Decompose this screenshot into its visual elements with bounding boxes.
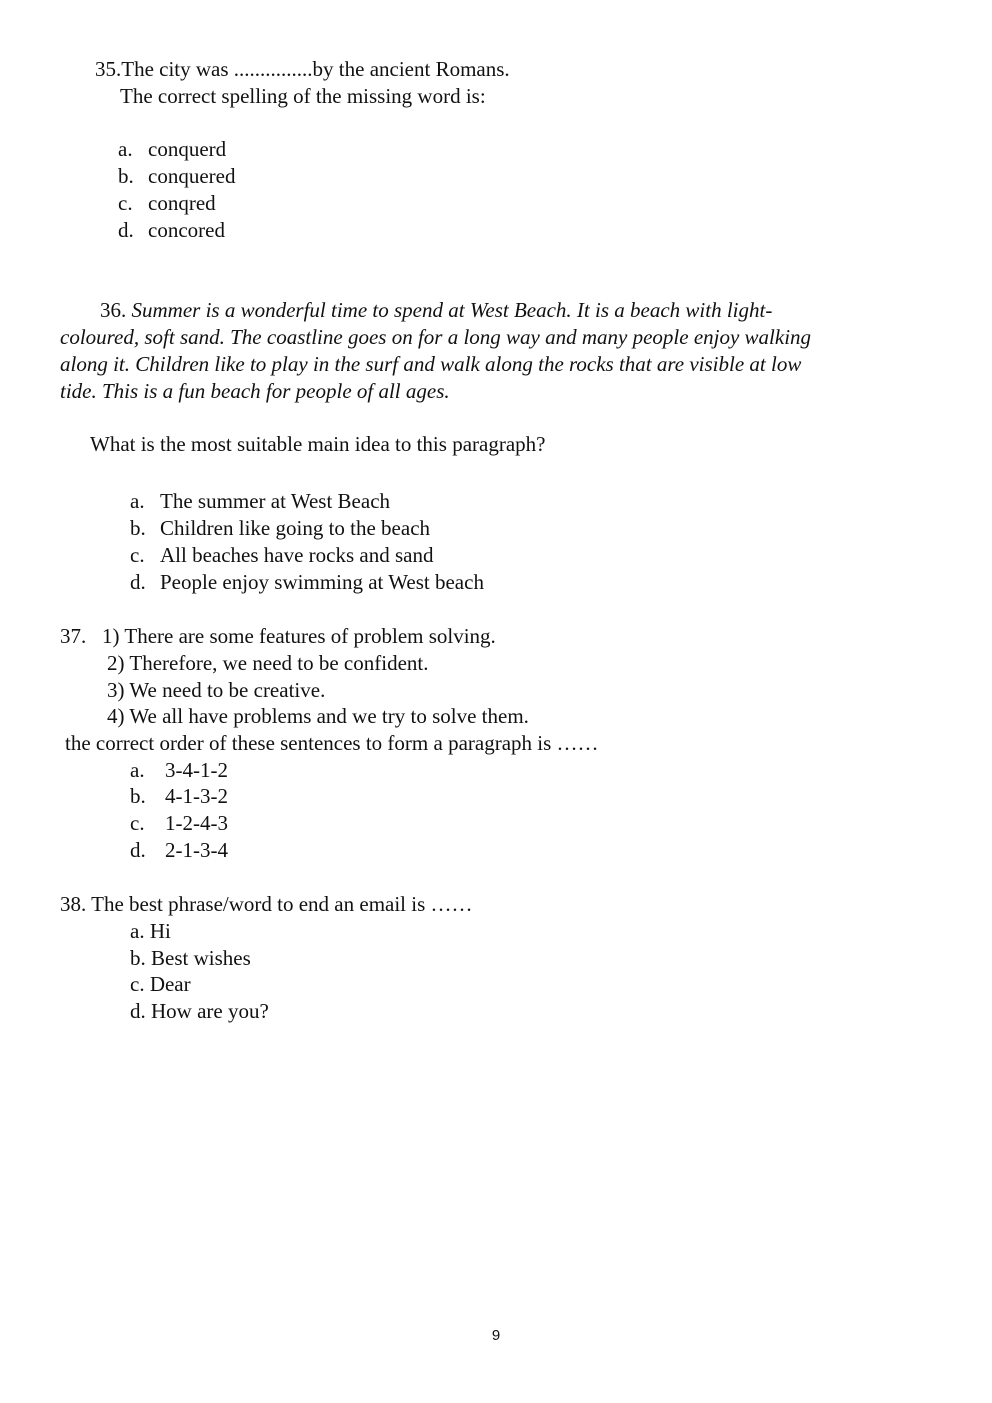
option-label: c. <box>130 811 145 835</box>
q36-option-d[interactable] <box>130 569 484 596</box>
option-label: c. <box>130 543 145 567</box>
option-text: 1-2-4-3 <box>165 811 228 835</box>
q35-stem: 35.The city was ...............by the ancient Romans. <box>95 57 510 81</box>
q38-stem: 38. The best phrase/word to end an email is …… <box>60 892 473 916</box>
q35-option-a[interactable] <box>118 136 226 163</box>
q37-option-d[interactable] <box>130 837 228 864</box>
q37-sentence-3: 3) We need to be creative. <box>107 678 326 702</box>
option-text: concored <box>148 218 225 242</box>
q35-instruction: The correct spelling of the missing word is: <box>120 84 486 108</box>
option-text: 4-1-3-2 <box>165 784 228 808</box>
q36-number: 36. <box>100 298 127 322</box>
option-label: b. <box>130 784 146 808</box>
q37-option-b[interactable] <box>130 783 228 810</box>
option-label: b. <box>118 164 134 188</box>
option-label: d. <box>130 838 146 862</box>
option-text: People enjoy swimming at West beach <box>160 570 484 594</box>
q37-sentence-2: 2) Therefore, we need to be confident. <box>107 651 429 675</box>
q36-option-b[interactable] <box>130 515 430 542</box>
option-label: d. <box>130 570 146 594</box>
q38-option-a[interactable]: a. Hi <box>130 919 171 943</box>
option-text: 2-1-3-4 <box>165 838 228 862</box>
option-text: conquered <box>148 164 236 188</box>
q37-option-a[interactable] <box>130 757 228 784</box>
option-text: Children like going to the beach <box>160 516 431 540</box>
page-number: 9 <box>491 1327 501 1344</box>
q38-option-d[interactable]: d. How are you? <box>130 999 269 1023</box>
q35-option-d[interactable] <box>118 217 225 244</box>
option-label: a. <box>118 137 133 161</box>
q38-option-b[interactable]: b. Best wishes <box>130 946 251 970</box>
q36-option-c[interactable] <box>130 542 433 569</box>
q37-instruction: the correct order of these sentences to form a paragraph is …… <box>65 731 599 755</box>
option-label: d. <box>118 218 134 242</box>
q37-sentence-4: 4) We all have problems and we try to solve them. <box>107 704 529 728</box>
q36-passage-line-4: tide. This is a fun beach for people of all ages. <box>60 379 450 403</box>
q36-option-a[interactable] <box>130 488 390 515</box>
option-text: The summer at West Beach <box>160 489 391 513</box>
option-text: 3-4-1-2 <box>165 758 228 782</box>
option-text: conqred <box>148 191 216 215</box>
option-text: All beaches have rocks and sand <box>160 543 434 567</box>
q37-option-c[interactable] <box>130 810 228 837</box>
q36-passage-text: Summer is a wonderful time to spend at West Beach. It is a beach with light- <box>131 298 773 322</box>
q36-passage-line-2: coloured, soft sand. The coastline goes on for a long way and many people enjoy walking <box>60 325 812 349</box>
option-text: conquerd <box>148 137 227 161</box>
option-label: b. <box>130 516 146 540</box>
q35-option-b[interactable] <box>118 163 235 190</box>
option-label: a. <box>130 489 145 513</box>
q36-passage-line-1 <box>100 297 772 324</box>
option-label: c. <box>118 191 133 215</box>
q35-option-c[interactable] <box>118 190 216 217</box>
q38-option-c[interactable]: c. Dear <box>130 972 191 996</box>
q36-passage-line-3: along it. Children like to play in the surf and walk along the rocks that are visible at low <box>60 352 802 376</box>
q37-sentence-1: 1) There are some features of problem solving. <box>102 624 496 648</box>
q37-number: 37. <box>60 624 87 648</box>
q36-question: What is the most suitable main idea to this paragraph? <box>90 432 546 456</box>
option-label: a. <box>130 758 145 782</box>
